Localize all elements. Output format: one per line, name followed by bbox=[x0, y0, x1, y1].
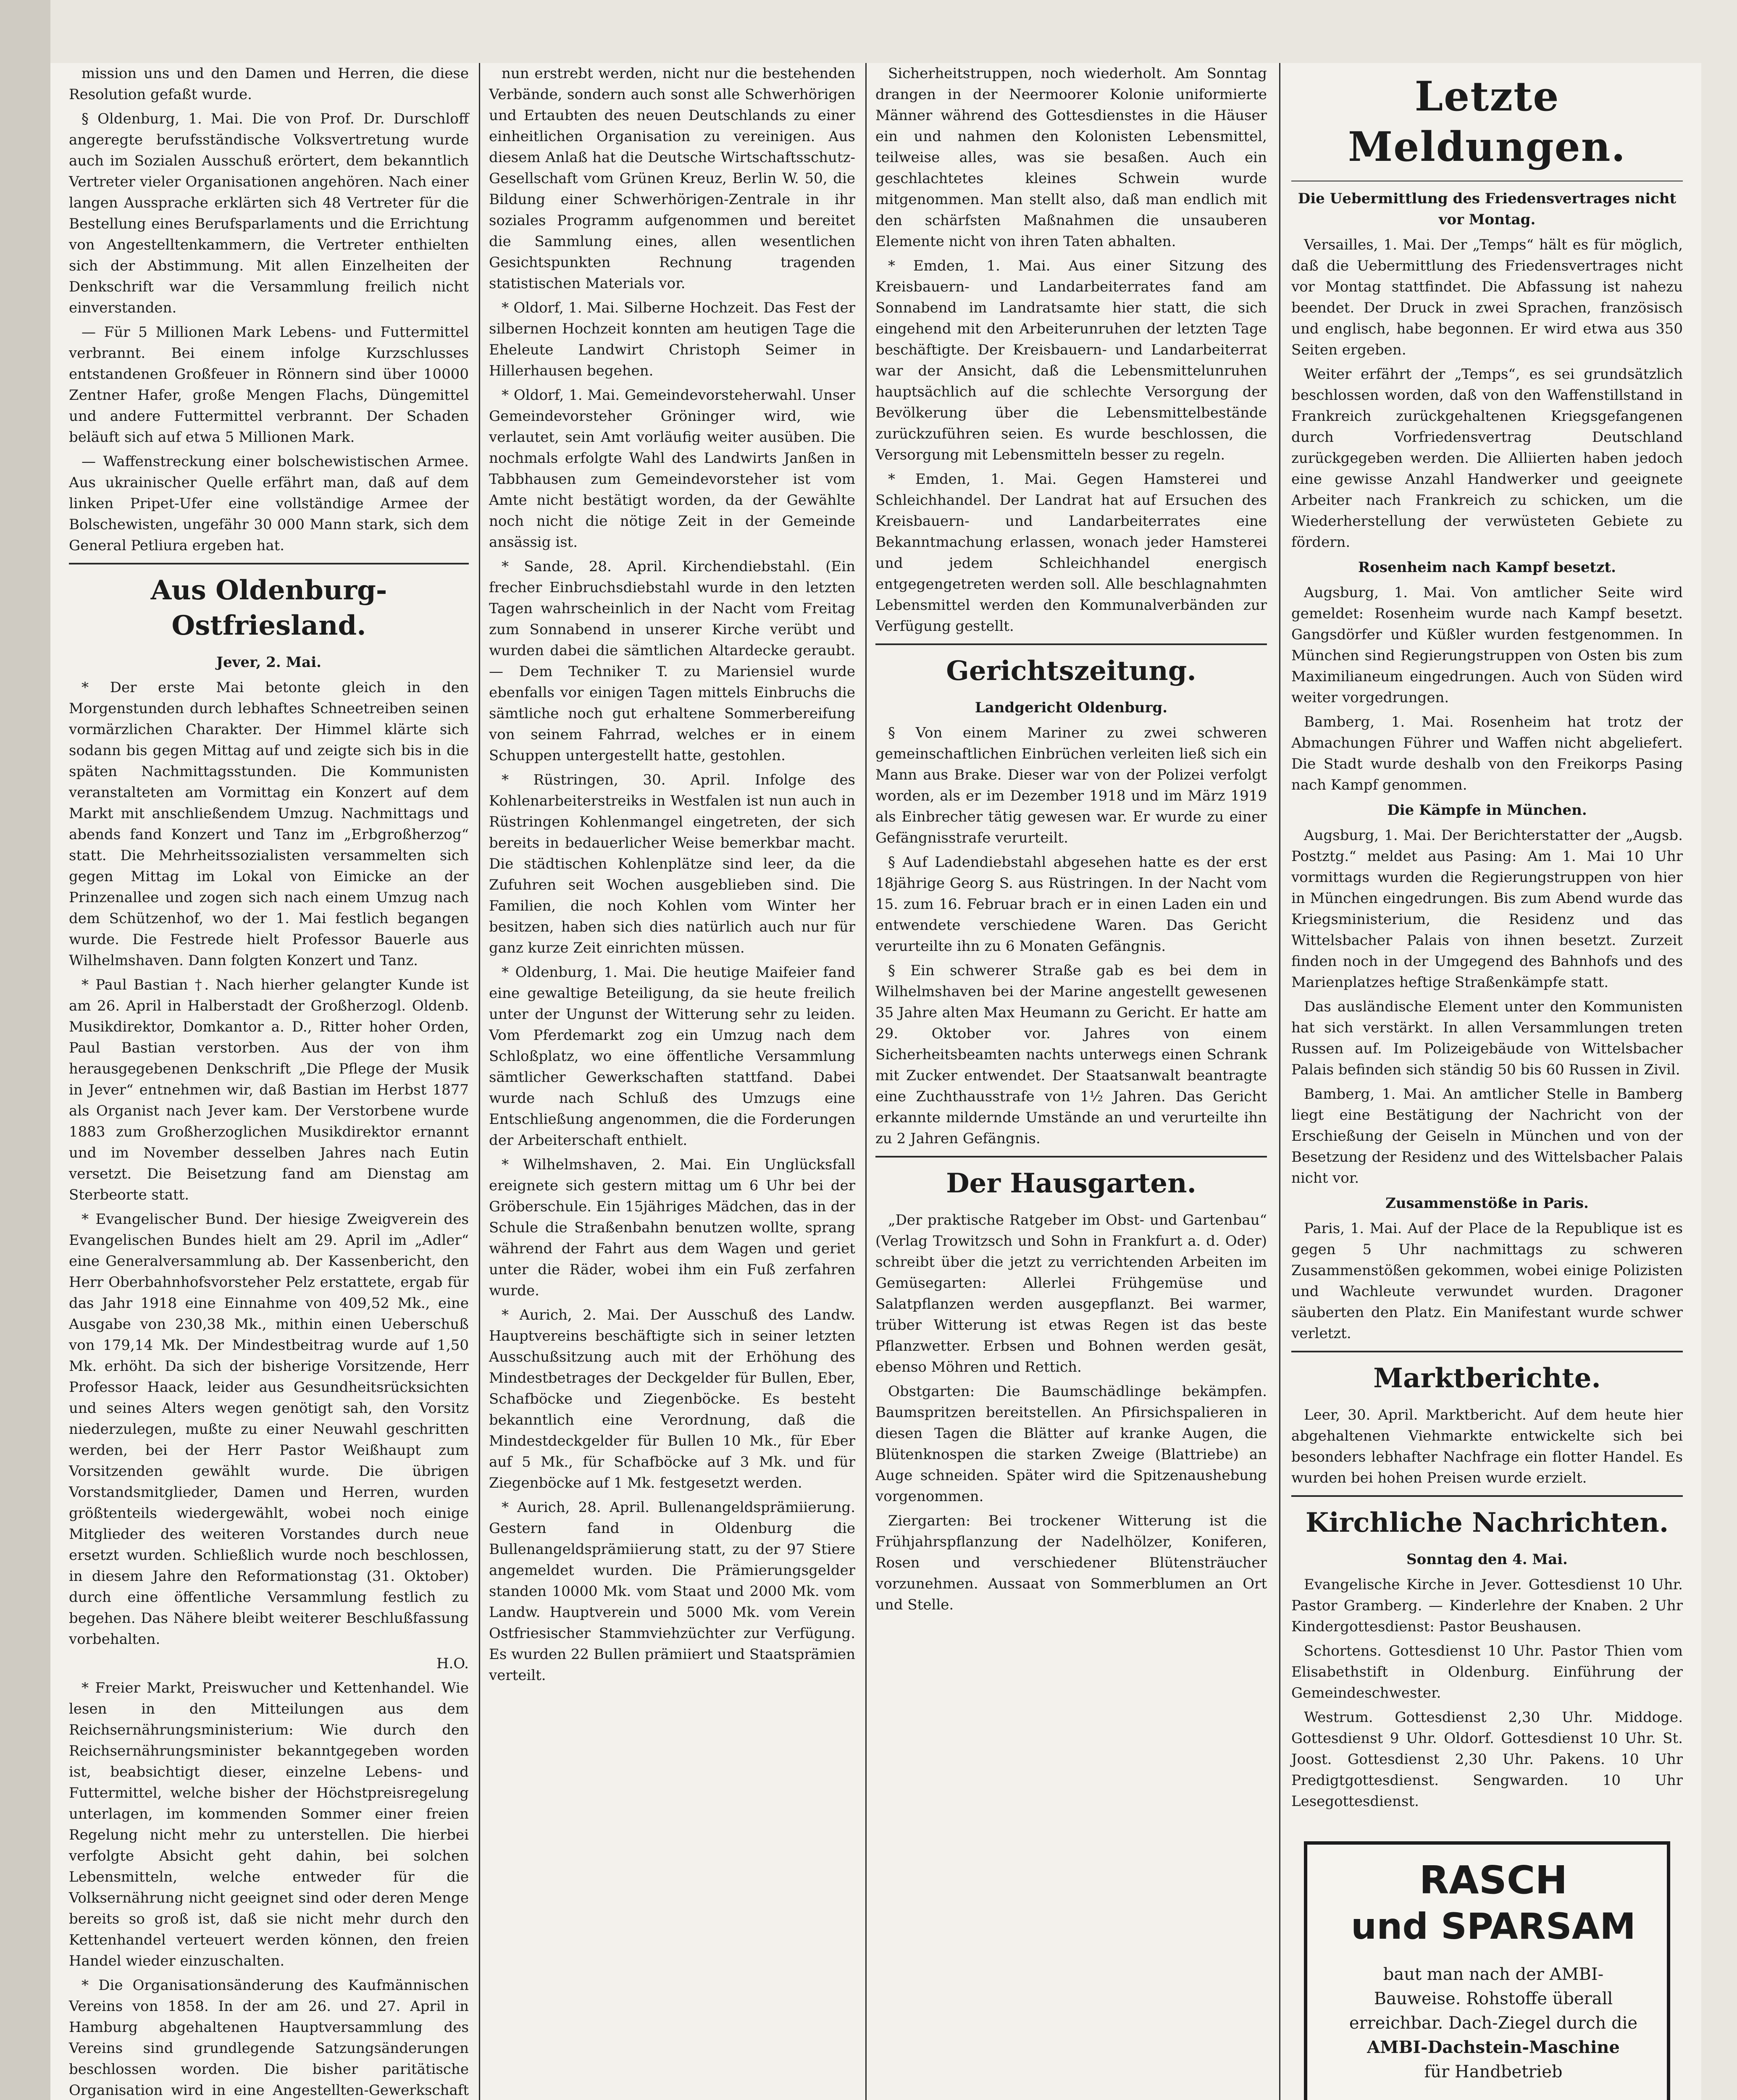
section-heading: Aus Oldenburg-Ostfriesland. bbox=[150, 575, 387, 641]
section-subheading: Die Uebermittlung des Friedensvertrages nicht vor Montag. bbox=[1298, 190, 1677, 228]
ad-title: RASCH bbox=[1419, 1858, 1568, 1903]
column-1 bbox=[63, 63, 475, 2100]
ad-text-line: erreichbar. Dach-Ziegel durch die bbox=[1349, 2013, 1638, 2033]
article-paragraph: * Paul Bastian †. Nach hierher gelangter Kunde ist am 26. April in Halberstadt der Großherzogl. Oldenb. Musikdirektor, Domkantor a. D., Ritter hoher Orden, Paul Bastian verstorben. Aus der von ihm herausgegebenen Denkschrift „Die Pflege der Musik in Jever“ entnehmen wir, daß Bastian im Herbst 1877 als Organist nach Jever kam. Der Verstorbene wurde 1883 zum Großherzoglichen Musikdirektor ernannt und im November desselben Jahres nach Eutin versetzt. Die Beisetzung fand am Dienstag am Sterbeorte statt. bbox=[69, 976, 469, 1203]
article-paragraph: § Von einem Mariner zu zwei schweren gemeinschaftlichen Einbrüchen verleiten ließ sich ein Mann aus Brake. Dieser war von der Polizei verfolgt worden, als er im Dezember 1918 und im März 1919 als Einbrecher tätig gewesen war. Er wurde zu einer Gefängnisstrafe verurteilt. bbox=[875, 724, 1267, 846]
ad-text-line: AMBI-Dachstein-Maschine bbox=[1367, 2037, 1620, 2057]
article-paragraph: * Evangelischer Bund. Der hiesige Zweigverein des Evangelischen Bundes hielt am 29. April im „Adler“ eine Generalversammlung ab. Der Kassenbericht, den Herr Oberbahnhofsvorsteher Pelz erstattete, ergab für das Jahr 1918 eine Einnahme von 409,52 Mk., eine Ausgabe von 230,38 Mk., mithin einen Ueberschuß von 179,14 Mk. Der Mindestbeitrag wurde auf 1,50 Mk. erhöht. Da sich der bisherige Vorsitzende, Herr Professor Haack, leider aus Gesundheitsrücksichten und seines Alters wegen genötigt sah, den Vorsitz niederzulegen, mußte zu einer Neuwahl geschritten werden, bei der Herr Pastor Weißhaupt zum Vorsitzenden gewählt wurde. Die übrigen Vorstandsmitglieder, Damen und Herren, wurden größtenteils wiedergewählt, wobei noch einige Mitglieder des weiteren Vorstandes durch neue ersetzt wurden. Schließlich wurde noch beschlossen, in diesem Jahre den Reformationstag (31. Oktober) durch eine öffentliche Versammlung festlich zu begehen. Das Nähere bleibt weiterer Beschlußfassung vorbehalten. bbox=[69, 1211, 469, 1648]
article-paragraph: * Aurich, 28. April. Bullenangeldsprämiierung. Gestern fand in Oldenburg die Bullenangeldsprämiierung statt, zu der 97 Stiere angemeldet wurden. Die Prämierungsgelder standen 10000 Mk. vom Staat und 2000 Mk. vom Landw. Hauptverein und 5000 Mk. vom Verein Ostfriesischer Stammviehzüchter zur Verfügung. Es wurden 22 Bullen prämiiert und Staatsprämien verteilt. bbox=[489, 1499, 855, 1684]
section-rule bbox=[1291, 1351, 1683, 1352]
dateline: Jever, 2. Mai. bbox=[216, 654, 321, 671]
article-paragraph: * Oldorf, 1. Mai. Silberne Hochzeit. Das Fest der silbernen Hochzeit konnten am heutigen Tage die Eheleute Landwirt Christoph Seimer in Hillerhausen begehen. bbox=[489, 299, 855, 379]
article-paragraph: — Waffenstreckung einer bolschewistischen Armee. Aus ukrainischer Quelle erfährt man, daß auf dem linken Pripet-Ufer eine vollständige Armee der Bolschewisten, ungefähr 30 000 Mann stark, sich dem General Petliura ergeben hat. bbox=[69, 453, 469, 554]
article-paragraph: mission uns und den Damen und Herren, die diese Resolution gefaßt wurde. bbox=[69, 65, 469, 103]
section-subheading: Zusammenstöße in Paris. bbox=[1385, 1195, 1589, 1212]
article-paragraph: Das ausländische Element unter den Kommunisten hat sich verstärkt. In allen Versammlungen treten Russen auf. Im Polizeigebäude von Wittelsbacher Palais befinden sich ständig 50 bis 60 Russen in Zivil. bbox=[1291, 998, 1683, 1078]
section-rule bbox=[1291, 1495, 1683, 1497]
article-paragraph: Weiter erfährt der „Temps“, es sei grundsätzlich beschlossen worden, daß von den Waffenstillstand in Frankreich zurückgehaltenen Kriegsgefangenen durch Vorfriedensvertrag Deutschland zurückgegeben werden. Die Alliierten haben jedoch eine gewisse Anzahl Handwerker und geeignete Arbeiter nach Frankreich zu schicken, um die Wiederherstellung der verwüsteten Gebiete zu fördern. bbox=[1291, 366, 1683, 551]
article-paragraph: § Ein schwerer Straße gab es bei dem in Wilhelmshaven bei der Marine angestellt gewesenen 35 Jahre alten Max Heumann zu Gericht. Er hatte am 29. Oktober vor. Jahres von einem Sicherheitsbeamten nachts unterwegs einen Schrank mit Zucker entwendet. Der Staatsanwalt beantragte eine Zuchthausstrafe von 1½ Jahren. Das Gericht erkannte mildernde Umstände an und verurteilte ihn zu 2 Jahren Gefängnis. bbox=[875, 962, 1267, 1147]
ad-text-line: Bauweise. Rohstoffe überall bbox=[1374, 1989, 1613, 2008]
column-4 bbox=[1285, 63, 1689, 2100]
article-paragraph: * Der erste Mai betonte gleich in den Morgenstunden durch lebhaftes Schneetreiben seinen vormärzlichen Charakter. Der Himmel klärte sich sodann bis gegen Mittag auf und zeigte sich bis in die späten Nachmittagsstunden. Die Kommunisten veranstalteten am Vormittag ein Konzert auf dem Markt mit anschließendem Umzug. Nachmittags und abends fand Konzert und Tanz im „Erbgroßherzog“ statt. Die Mehrheitssozialisten versammelten sich gegen Mittag im Lokal von Eimicke an der Prinzenallee und zogen sich nach einem Umzug nach dem Schützenhof, wo der 1. Mai festlich begangen wurde. Die Festrede hielt Professor Bauerle aus Wilhelmshaven. Dann folgten Konzert und Tanz. bbox=[69, 679, 469, 969]
article-paragraph: * Sande, 28. April. Kirchendiebstahl. (Ein frecher Einbruchsdiebstahl wurde in den letzten Tagen wahrscheinlich in der Nacht vom Freitag zum Sonnabend in unserer Kirche verübt und wurden dabei die sämtlichen Altardecke geraubt. — Dem Techniker T. zu Mariensiel wurde ebenfalls vor einigen Tagen mittels Einbruchs die sämtliche noch gut erhaltene Sommerbereifung von seinem Fahrrad, welches er in einem Schuppen untergestellt hatte, gestohlen. bbox=[489, 558, 855, 764]
section-heading: Der Hausgarten. bbox=[946, 1168, 1196, 1199]
column-2 bbox=[483, 63, 861, 2100]
article-paragraph: Westrum. Gottesdienst 2,30 Uhr. Middoge. Gottesdienst 9 Uhr. Oldorf. Gottesdienst 10 Uhr. St. Joost. Gottesdienst 2,30 Uhr. Pakens. 10 Uhr Predigtgottesdienst. Sengwarden. 10 Uhr Lesegottesdienst. bbox=[1291, 1709, 1683, 1810]
section-subheading: Landgericht Oldenburg. bbox=[975, 699, 1168, 716]
article-paragraph: * Aurich, 2. Mai. Der Ausschuß des Landw. Hauptvereins beschäftigte sich in seiner letzten Ausschußsitzung auch mit der Erhöhung des Mindestbetrages der Deckgelder für Bullen, Eber, Schafböcke und Ziegenböcke. Es besteht bekanntlich eine Verordnung, daß die Mindestdeckgelder für Bullen 10 Mk., für Eber auf 5 Mk., für Schafböcke auf 3 Mk. und für Ziegenböcke auf 1 Mk. festgesetzt werden. bbox=[489, 1307, 855, 1491]
section-heading: Letzte Meldungen. bbox=[1348, 73, 1626, 171]
section-heading: Gerichtszeitung. bbox=[946, 655, 1196, 687]
article-paragraph: Augsburg, 1. Mai. Der Berichterstatter der „Augsb. Postztg.“ meldet aus Pasing: Am 1. Mai 10 Uhr vormittags wurden die Regierungstruppen von hier in München eingedrungen. Bis zum Abend wurde das Kriegsministerium, die Residenz und das Wittelsbacher Palais von ihnen besetzt. Zurzeit finden noch in der Umgegend des Bahnhofs und des Marienplatzes heftige Straßenkämpfe statt. bbox=[1291, 827, 1683, 991]
column-divider bbox=[479, 63, 480, 2100]
ad-subtitle: und SPARSAM bbox=[1351, 1906, 1636, 1948]
article-paragraph: * Emden, 1. Mai. Gegen Hamsterei und Schleichhandel. Der Landrat hat auf Ersuchen des Kreisbauern- und Landarbeiterrates eine Bekanntmachung erlassen, wonach jeder Hamsterei und jedem Schleichhandel energisch entgegengetreten werden soll. Alle beschlagnahmten Lebensmittel werden den Kommunalverbänden zur Verfügung gestellt. bbox=[875, 471, 1267, 635]
section-rule bbox=[875, 643, 1267, 645]
section-heading: Kirchliche Nachrichten. bbox=[1305, 1507, 1669, 1538]
page-binding-edge bbox=[0, 0, 50, 2100]
article-paragraph: * Wilhelmshaven, 2. Mai. Ein Unglücksfall ereignete sich gestern mittag um 6 Uhr bei der Gröberschule. Ein 15jähriges Mädchen, das in der Schule die Straßenbahn benutzen wollte, sprang während der Fahrt aus dem Wagen und geriet unter die Räder, wobei ihm ein Fuß zerfahren wurde. bbox=[489, 1156, 855, 1299]
ad-text-line: baut man nach der AMBI- bbox=[1383, 1965, 1604, 1984]
section-rule bbox=[875, 1156, 1267, 1158]
article-paragraph: Versailles, 1. Mai. Der „Temps“ hält es für möglich, daß die Uebermittlung des Friedensvertrages nicht vor Montag stattfindet. Die Abfassung ist nahezu beendet. Der Druck in zwei Sprachen, französisch und englisch, habe begonnen. Er wird etwa aus 350 Seiten ergeben. bbox=[1291, 236, 1683, 358]
advertisement-box bbox=[1304, 1841, 1670, 2100]
article-paragraph: Augsburg, 1. Mai. Von amtlicher Seite wird gemeldet: Rosenheim wurde nach Kampf besetzt. Gangsdörfer und Küßler wurden festgenommen. In München sind Regierungstruppen von Osten bis zum Maximilianeum eingedrungen. Auch von Süden wird weiter vorgedrungen. bbox=[1291, 584, 1683, 706]
column-divider bbox=[1279, 63, 1280, 2100]
section-heading: Marktberichte. bbox=[1373, 1362, 1601, 1394]
article-paragraph: Bamberg, 1. Mai. Rosenheim hat trotz der Abmachungen Führer und Waffen nicht abgeliefert. Die Stadt wurde deshalb von den Freikorps Pasing nach Kampf genommen. bbox=[1291, 714, 1683, 793]
column-divider bbox=[865, 63, 867, 2100]
section-rule bbox=[69, 563, 469, 564]
article-paragraph: § Auf Ladendiebstahl abgesehen hatte es der erst 18jährige Georg S. aus Rüstringen. In der Nacht vom 15. zum 16. Februar brach er in einen Laden ein und entwendete verschiedene Waren. Das Gericht verurteilte ihn zu 6 Monaten Gefängnis. bbox=[875, 854, 1267, 955]
author-signature: H.O. bbox=[436, 1655, 469, 1672]
article-paragraph: Paris, 1. Mai. Auf der Place de la Republique ist es gegen 5 Uhr nachmittags zu schweren Zusammenstößen gekommen, wobei einige Polizisten und Wachleute verwundet wurden. Dragoner säuberten den Platz. Ein Manifestant wurde schwer verletzt. bbox=[1291, 1220, 1683, 1342]
section-subheading: Rosenheim nach Kampf besetzt. bbox=[1358, 559, 1616, 576]
article-paragraph: * Freier Markt, Preiswucher und Kettenhandel. Wie lesen in den Mitteilungen aus dem Reichsernährungsministerium: Wie durch den Reichsernährungsminister bekanntgegeben worden ist, beabsichtigt dieser, einzelne Lebens- und Futtermittel, welche bisher der Höchstpreisregelung unterlagen, im kommenden Sommer einer freien Regelung nicht mehr zu unterstellen. Die hierbei verfolgte Absicht geht dahin, bei solchen Lebensmitteln, welche entweder für die Volksernährung nicht geeignet sind oder deren Menge bereits so groß ist, daß sie nicht mehr durch den Kettenhandel verteuert werden können, den freien Handel wieder einzuschalten. bbox=[69, 1680, 469, 1969]
article-paragraph: § Oldenburg, 1. Mai. Die von Prof. Dr. Durschloff angeregte berufsständische Volksvertretung wurde auch im Sozialen Ausschuß erörtert, dem bekanntlich Vertreter vieler Organisationen angehören. Nach einer langen Aussprache erklärten sich 48 Vertreter für die Bestellung eines Berufsparlaments und die Errichtung von Angestelltenkammern, die Vertreter enthielten sich der Abstimmung. Mit allen Einzelheiten der Denkschrift war die Versammlung freilich nicht einverstanden. bbox=[69, 110, 469, 316]
article-paragraph: Obstgarten: Die Baumschädlinge bekämpfen. Baumspritzen bereitstellen. An Pfirsichspalieren in diesen Tagen die Blätter auf kranke Augen, die Blütenknospen die starken Zweige (Blattriebe) an Auge schneiden. Später wird die Spitzenaushebung vorgenommen. bbox=[875, 1383, 1267, 1505]
ad-text-line: für Handbetrieb bbox=[1424, 2062, 1563, 2082]
article-paragraph: „Der praktische Ratgeber im Obst- und Gartenbau“ (Verlag Trowitzsch und Sohn in Frankfurt a. d. Oder) schreibt über die jetzt zu verrichtenden Arbeiten im Gemüsegarten: Allerlei Frühgemüse und Salatpflanzen werden ausgepflanzt. Bei warmer, trüber Witterung ist etwas Regen ist das beste Pflanzwetter. Erbsen und Bohnen werden gesät, ebenso Möhren und Rettich. bbox=[875, 1212, 1267, 1376]
article-paragraph: Schortens. Gottesdienst 10 Uhr. Pastor Thien vom Elisabethstift in Oldenburg. Einführung der Gemeindeschwester. bbox=[1291, 1643, 1683, 1701]
article-paragraph: Leer, 30. April. Marktbericht. Auf dem heute hier abgehaltenen Viehmarkte entwickelte sich bei besonders lebhafter Nachfrage ein flotter Handel. Es wurden bei hohen Preisen wurde erzielt. bbox=[1291, 1407, 1683, 1486]
column-3 bbox=[870, 63, 1273, 2100]
section-subheading: Sonntag den 4. Mai. bbox=[1406, 1551, 1568, 1568]
article-paragraph: Sicherheitstruppen, noch wiederholt. Am Sonntag drangen in der Neermoorer Kolonie uniformierte Männer während des Gottesdienstes in die Häuser ein und nahmen den Kolonisten Lebensmittel, teilweise alles, was sie besaßen. Auch ein geschlachtetes kleines Schwein wurde mitgenommen. Man stellt also, daß man endlich mit den schärfsten Maßnahmen die unsauberen Elemente nicht von ihren Taten abhalten. bbox=[875, 65, 1267, 250]
section-subheading: Die Kämpfe in München. bbox=[1387, 802, 1587, 819]
article-paragraph: * Emden, 1. Mai. Aus einer Sitzung des Kreisbauern- und Landarbeiterrates fand am Sonnabend im Landratsamte hier statt, die sich eingehend mit den Arbeiterunruhen der letzten Tage beschäftigte. Der Kreisbauern- und Landarbeiterrat war der Ansicht, daß die Lebensmittelunruhen hauptsächlich auf die schlechte Versorgung der Bevölkerung über die Lebensmittelbestände zurückzuführen seien. Es wurde beschlossen, die Versorgung mit Lebensmitteln besser zu regeln. bbox=[875, 257, 1267, 463]
article-paragraph: nun erstrebt werden, nicht nur die bestehenden Verbände, sondern auch sonst alle Schwerhörigen und Ertaubten des neuen Deutschlands zu einer einheitlichen Organisation zu vereinigen. Aus diesem Anlaß hat die Deutsche Wirtschaftsschutz-Gesellschaft vom Grünen Kreuz, Berlin W. 50, die Bildung einer Schwerhörigen-Zentrale in ihr soziales Programm aufgenommen und bereitet die Sammlung eines, allen wesentlichen Gesichtspunkten Rechnung tragenden statistischen Materials vor. bbox=[489, 65, 855, 292]
article-paragraph: * Oldenburg, 1. Mai. Die heutige Maifeier fand eine gewaltige Beteiligung, da sie heute freilich unter der Ungunst der Witterung sehr zu leiden. Vom Pferdemarkt zog ein Umzug nach dem Schloßplatz, wo eine öffentliche Versammlung sämtlicher Gewerkschaften stattfand. Dabei wurde nach Schluß des Umzugs eine Entschließung angenommen, die die Forderungen der Arbeiterschaft enthielt. bbox=[489, 964, 855, 1149]
article-paragraph: * Die Organisationsänderung des Kaufmännischen Vereins von 1858. In der am 26. und 27. April in Hamburg abgehaltenen Hauptversammlung des Vereins sind grundlegende Satzungsänderungen beschlossen worden. Die bisher paritätische Organisation wird in eine Angestellten-Gewerkschaft bbox=[69, 1977, 469, 2099]
article-paragraph: * Rüstringen, 30. April. Infolge des Kohlenarbeiterstreiks in Westfalen ist nun auch in Rüstringen Kohlenmangel eingetreten, der sich bereits in bedauerlicher Weise bemerkbar macht. Die städtischen Kohlenplätze sind leer, da die Zufuhren seit Wochen ausgeblieben sind. Die Familien, die noch Kohlen vom Winter her besitzen, haben sich dies natürlich auch nur für ganz kurze Zeit einrichten müssen. bbox=[489, 772, 855, 956]
article-paragraph: Bamberg, 1. Mai. An amtlicher Stelle in Bamberg liegt eine Bestätigung der Nachricht von der Erschießung der Geiseln in München und von der Besetzung der Residenz und des Wittelsbacher Palais nicht vor. bbox=[1291, 1086, 1683, 1186]
article-paragraph: — Für 5 Millionen Mark Lebens- und Futtermittel verbrannt. Bei einem infolge Kurzschlusses entstandenen Großfeuer in Rönnern sind über 10000 Zentner Hafer, große Mengen Flachs, Düngemittel und andere Futtermittel verbrannt. Der Schaden beläuft sich auf etwa 5 Millionen Mark. bbox=[69, 324, 469, 446]
article-paragraph: * Oldorf, 1. Mai. Gemeindevorsteherwahl. Unser Gemeindevorsteher Gröninger wird, wie verlautet, sein Amt vorläufig weiter ausüben. Die nochmals erfolgte Wahl des Landwirts Janßen in Tabbhausen zum Gemeindevorsteher ist vom Amte nicht bestätigt worden, da der Gewählte noch nicht die nötige Zeit in der Gemeinde ansässig ist. bbox=[489, 387, 855, 551]
article-paragraph: Ziergarten: Bei trockener Witterung ist die Frühjahrspflanzung der Nadelhölzer, Koniferen, Rosen und verschiedener Blütensträucher vorzunehmen. Aussaat von Sommerblumen an Ort und Stelle. bbox=[875, 1512, 1267, 1613]
article-paragraph: Evangelische Kirche in Jever. Gottesdienst 10 Uhr. Pastor Gramberg. — Kinderlehre der Knaben. 2 Uhr Kindergottesdienst: Pastor Beushausen. bbox=[1291, 1576, 1683, 1635]
